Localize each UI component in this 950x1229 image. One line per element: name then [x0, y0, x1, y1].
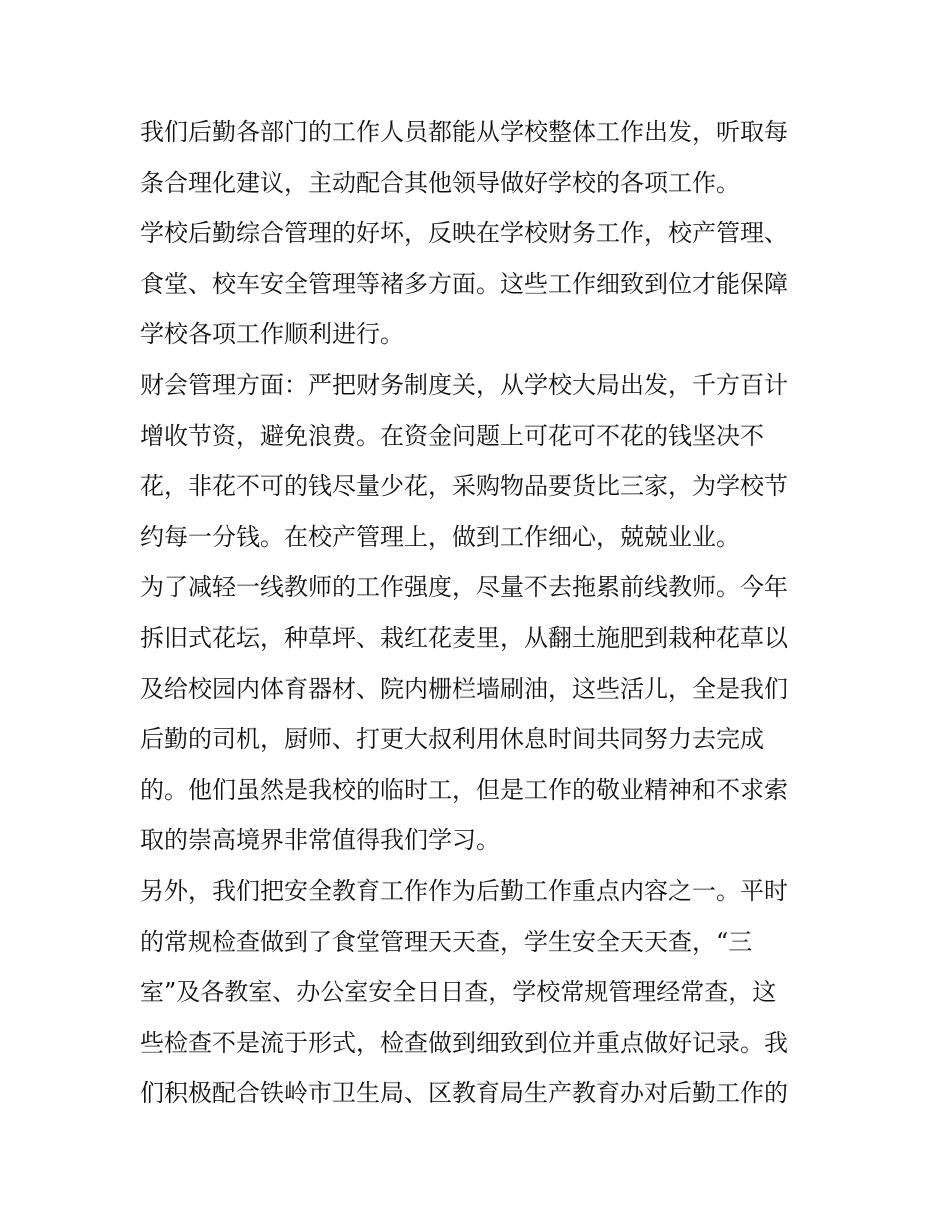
text-line: 室”及各教室、办公室安全日日查，学校常规管理经常查，这 [140, 978, 777, 1007]
text-line: 我们后勤各部门的工作人员都能从学校整体工作出发，听取每 [140, 118, 788, 146]
text-line: 学校后勤综合管理的好坏，反映在学校财务工作，校产管理、 [140, 219, 788, 248]
text-line: 后勤的司机，厨师、打更大叔利用休息时间共同努力去完成 [140, 725, 764, 754]
text-line: 取的崇高境界非常值得我们学习。 [140, 826, 500, 855]
text-line: 们积极配合铁岭市卫生局、区教育局生产教育办对后勤工作的 [140, 1079, 788, 1108]
text-line: 学校各项工作顺利进行。 [140, 320, 404, 349]
text-line: 另外，我们把安全教育工作作为后勤工作重点内容之一。平时 [140, 876, 788, 905]
text-line: 花，非花不可的钱尽量少花，采购物品要货比三家，为学校节 [140, 472, 788, 501]
text-line: 拆旧式花坛，种草坪、栽红花麦里，从翻土施肥到栽种花草以 [140, 623, 788, 652]
body-text [140, 107, 820, 1119]
text-line: 些检查不是流于形式，检查做到细致到位并重点做好记录。我 [140, 1028, 788, 1057]
text-line: 的常规检查做到了食堂管理天天查，学生安全天天查，“三 [140, 927, 753, 956]
text-line: 的。他们虽然是我校的临时工，但是工作的敬业精神和不求索 [140, 775, 788, 804]
text-line: 食堂、校车安全管理等褚多方面。这些工作细致到位才能保障 [140, 269, 788, 298]
text-line: 增收节资，避免浪费。在资金问题上可花可不花的钱坚决不 [140, 421, 764, 450]
text-line: 及给校园内体育器材、院内栅栏墙刷油，这些活儿，全是我们 [140, 674, 788, 703]
text-line: 为了减轻一线教师的工作强度，尽量不去拖累前线教师。今年 [140, 573, 788, 602]
text-line: 约每一分钱。在校产管理上，做到工作细心，兢兢业业。 [140, 522, 740, 551]
text-line: 条合理化建议，主动配合其他领导做好学校的各项工作。 [140, 168, 740, 197]
text-line: 财会管理方面：严把财务制度关，从学校大局出发，千方百计 [140, 370, 788, 399]
